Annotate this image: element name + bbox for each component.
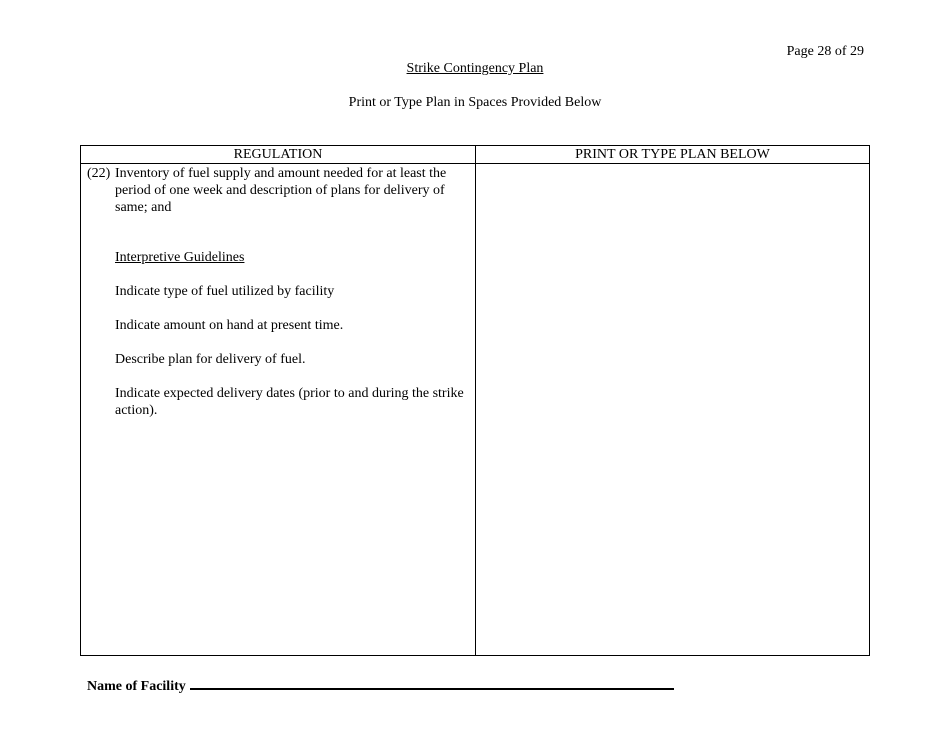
facility-label: Name of Facility xyxy=(87,679,186,694)
guideline-item: Indicate amount on hand at present time. xyxy=(115,318,344,333)
guideline-item: Indicate expected delivery dates (prior to and during the strike action). xyxy=(115,386,464,418)
guidelines-heading: Interpretive Guidelines xyxy=(115,250,245,265)
regulation-number: (22) xyxy=(87,166,111,181)
plan-table xyxy=(80,145,870,656)
plan-column-header: PRINT OR TYPE PLAN BELOW xyxy=(575,147,770,162)
regulation-item xyxy=(87,165,467,216)
facility-name-field xyxy=(87,674,674,695)
guideline-item: Indicate type of fuel utilized by facility xyxy=(115,284,335,299)
regulation-column-header: REGULATION xyxy=(233,147,323,162)
document-subtitle: Print or Type Plan in Spaces Provided Below xyxy=(348,95,602,110)
guideline-item: Describe plan for delivery of fuel. xyxy=(115,352,306,367)
regulation-cell xyxy=(87,165,467,419)
regulation-text: Inventory of fuel supply and amount needed for at least the period of one week and description of plans for delivery of same; and xyxy=(115,166,447,215)
plan-entry-area[interactable] xyxy=(477,165,869,655)
page-number: Page 28 of 29 xyxy=(786,44,864,59)
document-title: Strike Contingency Plan xyxy=(406,61,544,76)
interpretive-guidelines xyxy=(87,249,467,419)
facility-name-line[interactable] xyxy=(190,674,674,690)
column-divider xyxy=(475,146,476,655)
